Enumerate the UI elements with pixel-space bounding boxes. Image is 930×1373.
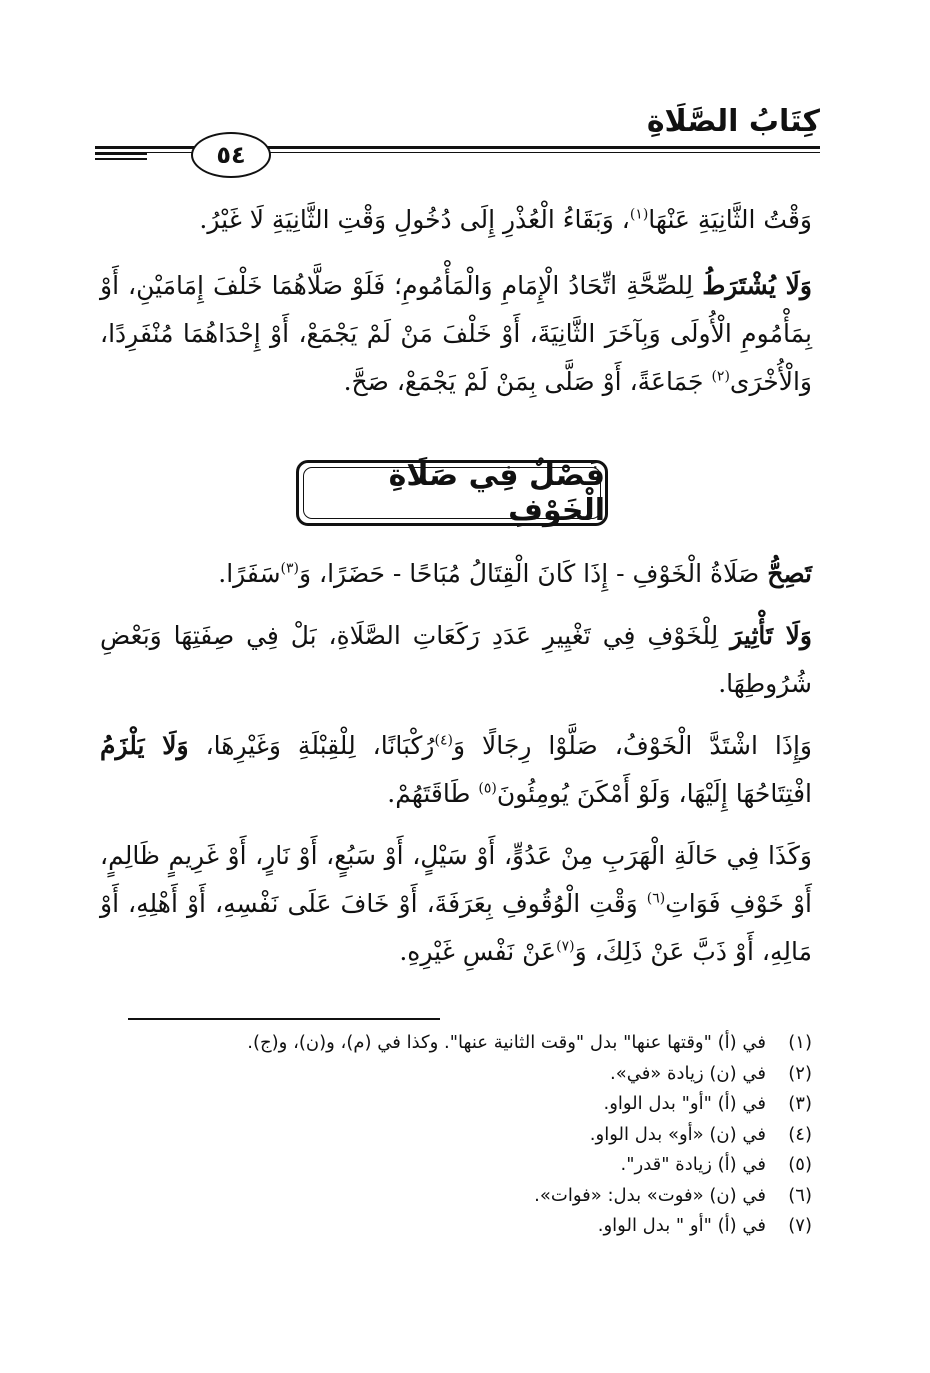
text-run: افْتِتَاحُهَا إِلَيْهَا، وَلَوْ أَمْكَنَ يُومِئُونَ <box>496 779 812 808</box>
footnote-text: في (ن) زيادة «في». <box>609 1062 766 1084</box>
footnote-number: (٦) <box>788 1184 812 1206</box>
footnote-number: (١) <box>788 1032 812 1053</box>
footnote <box>100 1211 812 1242</box>
footnote-ref: (٣) <box>280 560 299 577</box>
footnote-ref: (٢) <box>711 368 730 385</box>
footnotes-list <box>100 1028 812 1242</box>
paragraph <box>100 550 812 598</box>
footnote-text: في (أ) زيادة "قدر". <box>620 1154 766 1175</box>
footnote-ref: (٤) <box>434 732 453 749</box>
paragraph <box>100 722 812 818</box>
header-dash <box>95 152 147 155</box>
text-run: لِلْخَوْفِ فِي تَغْيِيرِ عَدَدِ رَكَعَاتِ الصَّلَاةِ، بَلْ فِي صِفَتِهَا وَبَعْضِ شُرُوطِهَا. <box>100 621 812 698</box>
text-run: جَمَاعَةً، أَوْ صَلَّى بِمَنْ لَمْ يَجْمَعْ، صَحَّ. <box>343 367 712 396</box>
footnote-text: في (ن) «أو» بدل الواو. <box>589 1123 766 1145</box>
paragraph <box>100 196 812 244</box>
footnote <box>100 1150 812 1181</box>
text-run: ، وَبَقَاءُ الْعُذْرِ إِلَى دُخُولِ وَقْتِ الثَّانِيَةِ لَا غَيْرُ. <box>199 205 630 234</box>
footnote-text: في (أ) "أو" بدل الواو. <box>603 1093 766 1114</box>
header-dash-second <box>95 158 147 160</box>
footnote-ref: (٥) <box>478 780 497 797</box>
text-run: وَكَذَا فِي حَالَةِ الْهَرَبِ مِنْ عَدُوٍّ، أَوْ سَيْلٍ، أَوْ سَبُعٍ، أَوْ نَارٍ، أَوْ غَرِيمٍ ظَالِمٍ، أَوْ خَوْفِ فَوَاتِ <box>100 841 812 918</box>
paragraph <box>100 612 812 708</box>
footnote-ref: (٧) <box>556 938 575 955</box>
text-run: عَنْ نَفْسِ غَيْرِهِ. <box>399 937 557 966</box>
running-title: كِتَابُ الصَّلَاةِ <box>646 104 820 139</box>
paragraph <box>100 262 812 406</box>
paragraph <box>100 832 812 976</box>
footnote-ref: (١) <box>629 206 649 223</box>
text-run: لِلصِّحَّةِ اتِّحَادُ الْإِمَامِ وَالْمَأْمُومِ؛ فَلَوْ صَلَّاهُمَا خَلْفَ إِمَامَيْنِ، أَوْ بِمَأْمُومِ الْأُولَى وَبِآخَرَ الثَّانِيَةَ، أَوْ خَلْفَ مَنْ لَمْ يَجْمَعْ، أَوْ إِحْدَاهُمَا مُنْفَرِدًا، وَالْأُخْرَى <box>100 271 812 396</box>
footnote-number: (٢) <box>788 1062 812 1084</box>
footnote-number: (٤) <box>788 1123 812 1145</box>
page-number: ٥٤ <box>191 132 271 178</box>
footnote-number: (٧) <box>788 1215 812 1236</box>
footnote <box>100 1120 812 1151</box>
section-heading-frame <box>296 460 608 526</box>
lead-phrase: وَلَا تَأْثِيرَ <box>730 621 812 650</box>
text-run: وَإِذَا اشْتَدَّ الْخَوْفُ، صَلَّوْا رِجَالًا وَ <box>452 731 812 760</box>
text-run: وَقْتِ الْوُقُوفِ بِعَرَفَةَ، أَوْ خَافَ عَلَى نَفْسِهِ، أَوْ أَهْلِهِ، أَوْ مَالِهِ، أَوْ ذَبَّ عَنْ ذَلِكَ، وَ <box>100 889 812 966</box>
text-run: رُكْبَانًا، لِلْقِبْلَةِ وَغَيْرِهَا، <box>188 731 435 760</box>
lead-phrase: تَصِحُّ <box>767 559 812 588</box>
footnote <box>100 1089 812 1120</box>
footnote-ref: (٦) <box>646 890 666 907</box>
footnote <box>100 1028 812 1059</box>
page-header <box>95 100 820 180</box>
text-run: وَقْتُ الثَّانِيَةِ عَنْهَا <box>648 205 812 234</box>
lead-phrase: وَلَا يُشْتَرَطُ <box>702 271 812 300</box>
footnote <box>100 1059 812 1090</box>
text-run: سَفَرًا. <box>218 559 281 588</box>
text-run: طَاقَتَهُمْ. <box>387 779 479 808</box>
section-title: فَصْلٌ فِي صَلَاةِ الْخَوْفِ <box>388 458 605 528</box>
footnote-text: في (أ) "وقتها عنها" بدل "وقت الثانية عنها". وكذا في (م)، و(ن)، و(ج). <box>247 1032 766 1053</box>
footnote-separator <box>128 1018 440 1020</box>
footnote-text: في (ن) «فوت» بدل: «فوات». <box>534 1184 766 1206</box>
lead-phrase: وَلَا يَلْزَمُ <box>100 731 189 760</box>
footnote <box>100 1181 812 1212</box>
footnote-number: (٣) <box>788 1093 812 1114</box>
footnote-number: (٥) <box>788 1154 812 1175</box>
footnote-text: في (أ) "أو " بدل الواو. <box>597 1215 766 1236</box>
text-run: صَلَاةُ الْخَوْفِ - إِذَا كَانَ الْقِتَالُ مُبَاحًا - حَضَرًا، وَ <box>299 559 768 588</box>
